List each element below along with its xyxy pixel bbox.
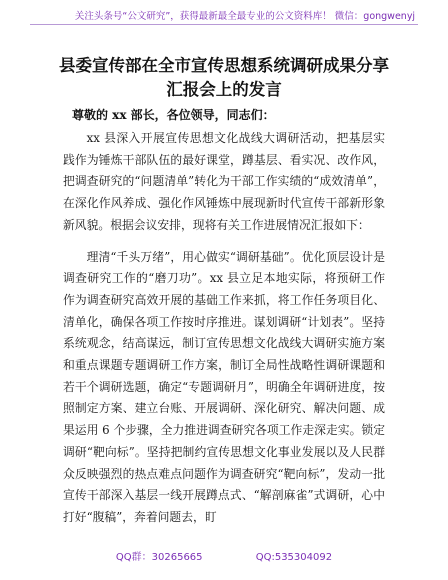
document-title-line-1: 县委宣传部在全市宣传思想系统调研成果分享 <box>59 56 389 75</box>
page-header-banner: 关注头条号“公文研究”，获得最新最全最专业的公文资料库！ 微信：gongwenyj <box>74 11 416 22</box>
salutation: 尊敬的 xx 部长，各位领导，同志们： <box>72 108 275 122</box>
paragraph-intro: xx 县深入开展宣传思想文化战线大调研活动，把基层实践作为锤炼干部队伍的最好课堂，蹲基层、看实况、改作风，把调查研究的“问题清单”转化为干部工作实绩的“成效清单”，在深化作风养成、强化作风锤炼中展现新时代宣传干部新形象新风貌。根据会议安排，现将有关工作进展情况汇报如下： <box>63 131 385 232</box>
document-body <box>63 128 385 529</box>
footer-qq: QQ:535304092 <box>255 552 333 563</box>
footer-qq-group: QQ群：30265665 <box>115 552 203 563</box>
document-title-line-2: 汇报会上的发言 <box>166 80 282 99</box>
paragraph-section-1: 理清“千头万绪”，用心做实“调研基础”。优化顶层设计是调查研究工作的“磨刀功”。xx 县立足本地实际，将预研工作作为调查研究高效开展的基础工作来抓，将工作任务项目化、清单化，确保各项工作按时序推进。谋划调研“计划表”。坚持系统观念，结高谋远，制订宣传思想文化战线大调研实施方案和重点课题专题调研工作方案，制订全局性战略性调研课题和若干个调研选题，确定“专题调研月”，明确全年调研进度，按照制定方案、建立台账、开展调研、深化研究、解决问题、成果运用 6 个步骤，全力推进调查研究各项工作走深走实。锁定调研“靶向标”。坚持把制约宣传思想文化事业发展以及人民群众反映强烈的热点难点问题作为调查研究“靶向标”，发动一批宣传干部深入基层一线开展蹲点式、“解剖麻雀”式调研，心中打好“腹稿”，奔着问题去，盯 <box>63 249 385 524</box>
page-footer <box>0 548 448 563</box>
header-divider <box>30 24 418 25</box>
